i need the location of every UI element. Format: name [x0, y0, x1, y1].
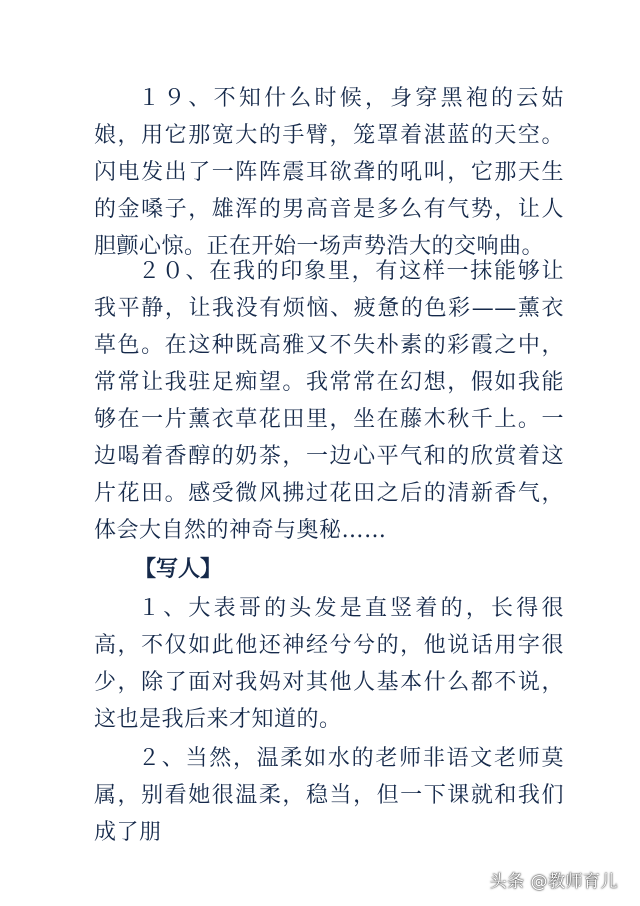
- watermark: 头条 @教师育儿: [489, 872, 618, 892]
- paragraph-person-2: ２、当然，温柔如水的老师非语文老师莫属，别看她很温柔，稳当，但一下课就和我们成了朋: [94, 746, 564, 845]
- section-heading: 【写人】: [134, 556, 223, 582]
- paragraph-person-1: １、大表哥的头发是直竖着的，长得很高，不仅如此他还神经兮兮的，他说话用字很少，除了面对我妈对其他人基本什么都不说，这也是我后来才知道的。: [94, 596, 564, 732]
- paragraph-20: ２０、在我的印象里，有这样一抹能够让我平静，让我没有烦恼、疲惫的色彩——薰衣草色。在这种既高雅又不失朴素的彩霞之中，常常让我驻足痴望。我常常在幻想，假如我能够在一片薰衣草花田里，坐在藤木秋千上。一边喝着香醇的奶茶，一边心平气和的欣赏着这片花田。感受微风拂过花田之后的清新香气，体会大自然的神奇与奥秘……: [94, 259, 564, 543]
- paragraph-19: １９、不知什么时候，身穿黑袍的云姑娘，用它那宽大的手臂，笼罩着湛蓝的天空。闪电发出了一阵阵震耳欲聋的吼叫，它那天生的金嗓子，雄浑的男高音是多么有气势，让人胆颤心惊。正在开始一场声势浩大的交响曲。: [94, 86, 564, 259]
